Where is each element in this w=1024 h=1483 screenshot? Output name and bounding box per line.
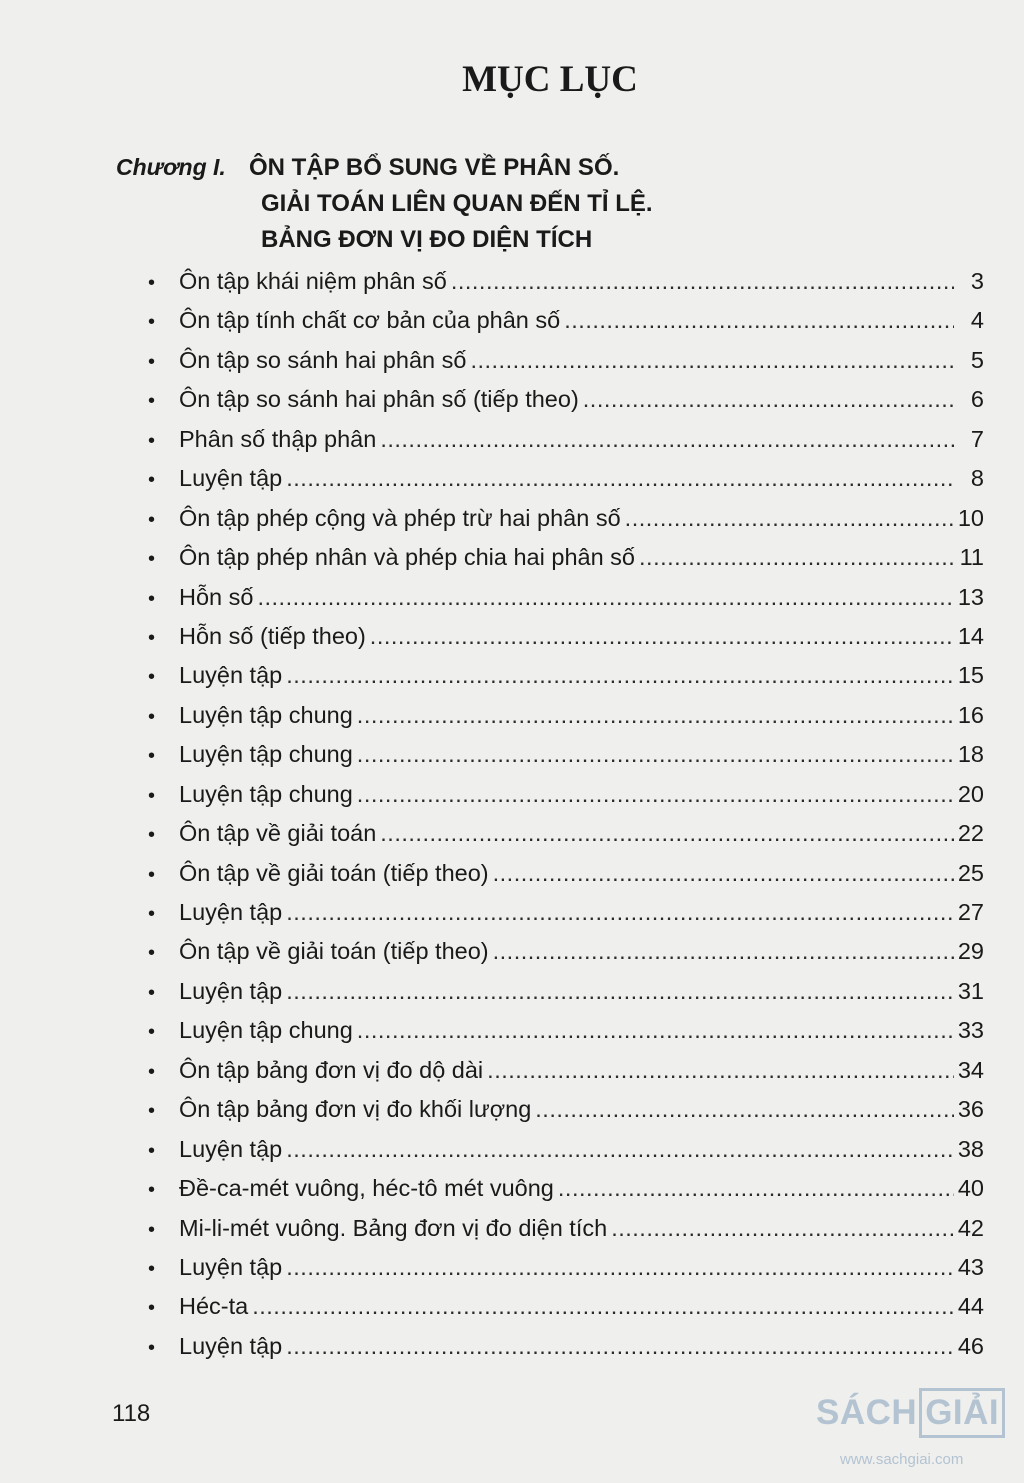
toc-entry-label: Hỗn số: [179, 583, 254, 610]
toc-entry: [148, 854, 984, 893]
bullet-icon: •: [148, 824, 156, 847]
bullet-icon: •: [148, 587, 156, 610]
chapter-title: [249, 150, 653, 258]
dot-leader: [286, 893, 954, 932]
watermark-logo-right: GIẢI: [919, 1388, 1005, 1438]
dot-leader: [451, 262, 954, 301]
bullet-icon: •: [148, 745, 156, 768]
toc-entry: [148, 262, 984, 301]
toc-entry-label: Hỗn số (tiếp theo): [179, 622, 366, 649]
dot-leader: [583, 380, 954, 419]
toc-entry: [148, 1169, 984, 1208]
toc-entry-label: Luyện tập chung: [179, 701, 353, 728]
bullet-icon: •: [148, 429, 156, 452]
toc-entry: [148, 617, 984, 656]
bullet-icon: •: [148, 981, 156, 1004]
toc-entry-page: 7: [970, 425, 984, 452]
bullet-icon: •: [148, 1100, 156, 1123]
toc-entry-label: Luyện tập: [179, 899, 283, 925]
watermark-logo: [816, 1383, 1005, 1443]
bullet-icon: •: [148, 784, 156, 807]
dot-leader: [257, 578, 953, 617]
toc-entry: [148, 1287, 984, 1326]
toc-entry: [148, 578, 984, 617]
toc-entry-label: Luyện tập chung: [179, 780, 353, 807]
toc-entry: [148, 775, 984, 814]
dot-leader: [286, 656, 954, 695]
toc-entry: [148, 1327, 984, 1366]
toc-entry-label: Luyện tập: [179, 1135, 283, 1162]
toc-entry-label: Ôn tập về giải toán (tiếp theo): [179, 938, 489, 965]
toc-entry: [148, 538, 984, 577]
toc-entry: [148, 696, 984, 735]
toc-entry: [148, 459, 984, 498]
toc-entry: [148, 301, 984, 340]
toc-entry-page: 31: [957, 977, 984, 1004]
toc-entry-label: Héc-ta: [179, 1293, 249, 1320]
toc-entry-page: 16: [957, 701, 984, 728]
bullet-icon: •: [148, 390, 156, 413]
bullet-icon: •: [148, 1021, 156, 1044]
toc-entry-label: Ôn tập tính chất cơ bản của phân số: [179, 307, 561, 334]
chapter-title-line: ÔN TẬP BỔ SUNG VỀ PHÂN SỐ.: [249, 154, 620, 181]
toc-entry-page: 10: [957, 504, 984, 531]
toc-entry: [148, 1051, 984, 1090]
toc-entry-page: 25: [957, 859, 984, 886]
toc-entry-label: Ôn tập về giải toán: [179, 820, 377, 847]
toc-entry-page: 43: [957, 1253, 984, 1280]
toc-entry-page: 4: [970, 307, 984, 334]
toc-entry-label: Luyện tập: [179, 662, 283, 689]
dot-leader: [470, 341, 954, 380]
toc-entry: [148, 814, 984, 853]
bullet-icon: •: [148, 942, 156, 965]
toc-entry-page: 5: [970, 346, 984, 373]
toc-entry-page: 3: [970, 268, 984, 294]
dot-leader: [286, 1248, 954, 1287]
dot-leader: [286, 972, 954, 1011]
bullet-icon: •: [148, 705, 156, 728]
dot-leader: [380, 814, 954, 853]
toc-entry-page: 27: [957, 899, 984, 925]
toc-entry-label: Phân số thập phân: [179, 425, 377, 452]
toc-entry: [148, 1011, 984, 1050]
toc-entry: [148, 380, 984, 419]
toc-entry-page: 15: [957, 662, 984, 689]
toc-entry-page: 29: [957, 938, 984, 965]
bullet-icon: •: [148, 1179, 156, 1202]
toc-entry-page: 20: [957, 780, 984, 807]
bullet-icon: •: [148, 311, 156, 334]
bullet-icon: •: [148, 1336, 156, 1359]
bullet-icon: •: [148, 1218, 156, 1241]
bullet-icon: •: [148, 1297, 156, 1320]
toc-entry-label: Luyện tập chung: [179, 741, 353, 768]
toc-entry-label: Mi-li-mét vuông. Bảng đơn vị đo diện tích: [179, 1214, 608, 1241]
bullet-icon: •: [148, 350, 156, 373]
toc-entry: [148, 499, 984, 538]
toc-entry-page: 11: [959, 544, 984, 571]
toc-entry-page: 13: [957, 583, 984, 610]
toc-entry: [148, 1209, 984, 1248]
toc-entry-label: Ôn tập bảng đơn vị đo khối lượng: [179, 1096, 532, 1123]
dot-leader: [286, 1327, 954, 1366]
watermark-logo-left: SÁCH: [816, 1393, 918, 1432]
dot-leader: [357, 775, 954, 814]
toc-entry-page: 18: [957, 741, 984, 768]
bullet-icon: •: [148, 666, 156, 689]
dot-leader: [625, 499, 954, 538]
bullet-icon: •: [148, 626, 156, 649]
bullet-icon: •: [148, 903, 156, 925]
bullet-icon: •: [148, 508, 156, 531]
watermark: [816, 1383, 1020, 1473]
dot-leader: [252, 1287, 954, 1326]
dot-leader: [357, 1011, 954, 1050]
toc-entry-label: Luyện tập: [179, 1253, 283, 1280]
toc-entry: [148, 932, 984, 971]
toc-entry-page: 42: [957, 1214, 984, 1241]
toc-entry-label: Ôn tập so sánh hai phân số: [179, 346, 467, 373]
toc-entry: [148, 893, 984, 932]
dot-leader: [493, 932, 954, 971]
toc-entry-page: 8: [970, 465, 984, 492]
toc-entry-label: Luyện tập chung: [179, 1017, 353, 1044]
toc-entry-label: Ôn tập về giải toán (tiếp theo): [179, 859, 489, 886]
dot-leader: [357, 735, 954, 774]
toc-entry: [148, 1130, 984, 1169]
chapter-label: Chương I.: [116, 154, 226, 180]
table-of-contents: [148, 262, 984, 1366]
toc-entry: [148, 341, 984, 380]
toc-entry: [148, 420, 984, 459]
bullet-icon: •: [148, 1060, 156, 1083]
toc-entry: [148, 656, 984, 695]
toc-entry-label: Luyện tập: [179, 1332, 283, 1359]
toc-entry-page: 14: [957, 622, 984, 649]
toc-entry-label: Ôn tập bảng đơn vị đo dộ dài: [179, 1056, 484, 1083]
dot-leader: [558, 1169, 954, 1208]
page-number: 118: [112, 1400, 151, 1427]
toc-entry-page: 6: [970, 386, 984, 413]
dot-leader: [493, 854, 954, 893]
chapter-title-line: GIẢI TOÁN LIÊN QUAN ĐẾN TỈ LỆ.: [261, 190, 653, 217]
bullet-icon: •: [148, 1139, 156, 1162]
bullet-icon: •: [148, 1257, 156, 1280]
toc-entry: [148, 1248, 984, 1287]
toc-entry-label: Luyện tập: [179, 977, 283, 1004]
watermark-url: www.sachgiai.com: [840, 1451, 964, 1468]
dot-leader: [370, 617, 954, 656]
dot-leader: [286, 1130, 954, 1169]
toc-entry-label: Đề-ca-mét vuông, héc-tô mét vuông: [179, 1175, 554, 1202]
toc-entry-label: Ôn tập so sánh hai phân số (tiếp theo): [179, 386, 579, 413]
dot-leader: [639, 538, 954, 577]
dot-leader: [380, 420, 954, 459]
toc-entry-page: 46: [957, 1332, 984, 1359]
toc-entry-label: Ôn tập phép cộng và phép trừ hai phân số: [179, 504, 621, 531]
toc-entry-page: 22: [957, 820, 984, 847]
dot-leader: [611, 1209, 954, 1248]
dot-leader: [357, 696, 954, 735]
chapter-title-line: BẢNG ĐƠN VỊ ĐO DIỆN TÍCH: [261, 226, 593, 253]
toc-entry-label: Ôn tập phép nhân và phép chia hai phân số: [179, 544, 636, 571]
dot-leader: [564, 301, 954, 340]
dot-leader: [286, 459, 954, 498]
bullet-icon: •: [148, 469, 156, 492]
toc-entry: [148, 1090, 984, 1129]
toc-entry-page: 40: [957, 1175, 984, 1202]
toc-entry-page: 34: [957, 1056, 984, 1083]
toc-entry-label: Luyện tập: [179, 465, 283, 492]
bullet-icon: •: [148, 272, 156, 294]
dot-leader: [535, 1090, 954, 1129]
dot-leader: [487, 1051, 954, 1090]
bullet-icon: •: [148, 548, 156, 571]
page-title: MỤC LỤC: [462, 59, 638, 100]
toc-entry-page: 38: [957, 1135, 984, 1162]
toc-entry: [148, 972, 984, 1011]
bullet-icon: •: [148, 863, 156, 886]
toc-entry-page: 33: [957, 1017, 984, 1044]
toc-entry-page: 36: [957, 1096, 984, 1123]
toc-entry-label: Ôn tập khái niệm phân số: [179, 268, 447, 294]
toc-entry-page: 44: [957, 1293, 984, 1320]
toc-entry: [148, 735, 984, 774]
